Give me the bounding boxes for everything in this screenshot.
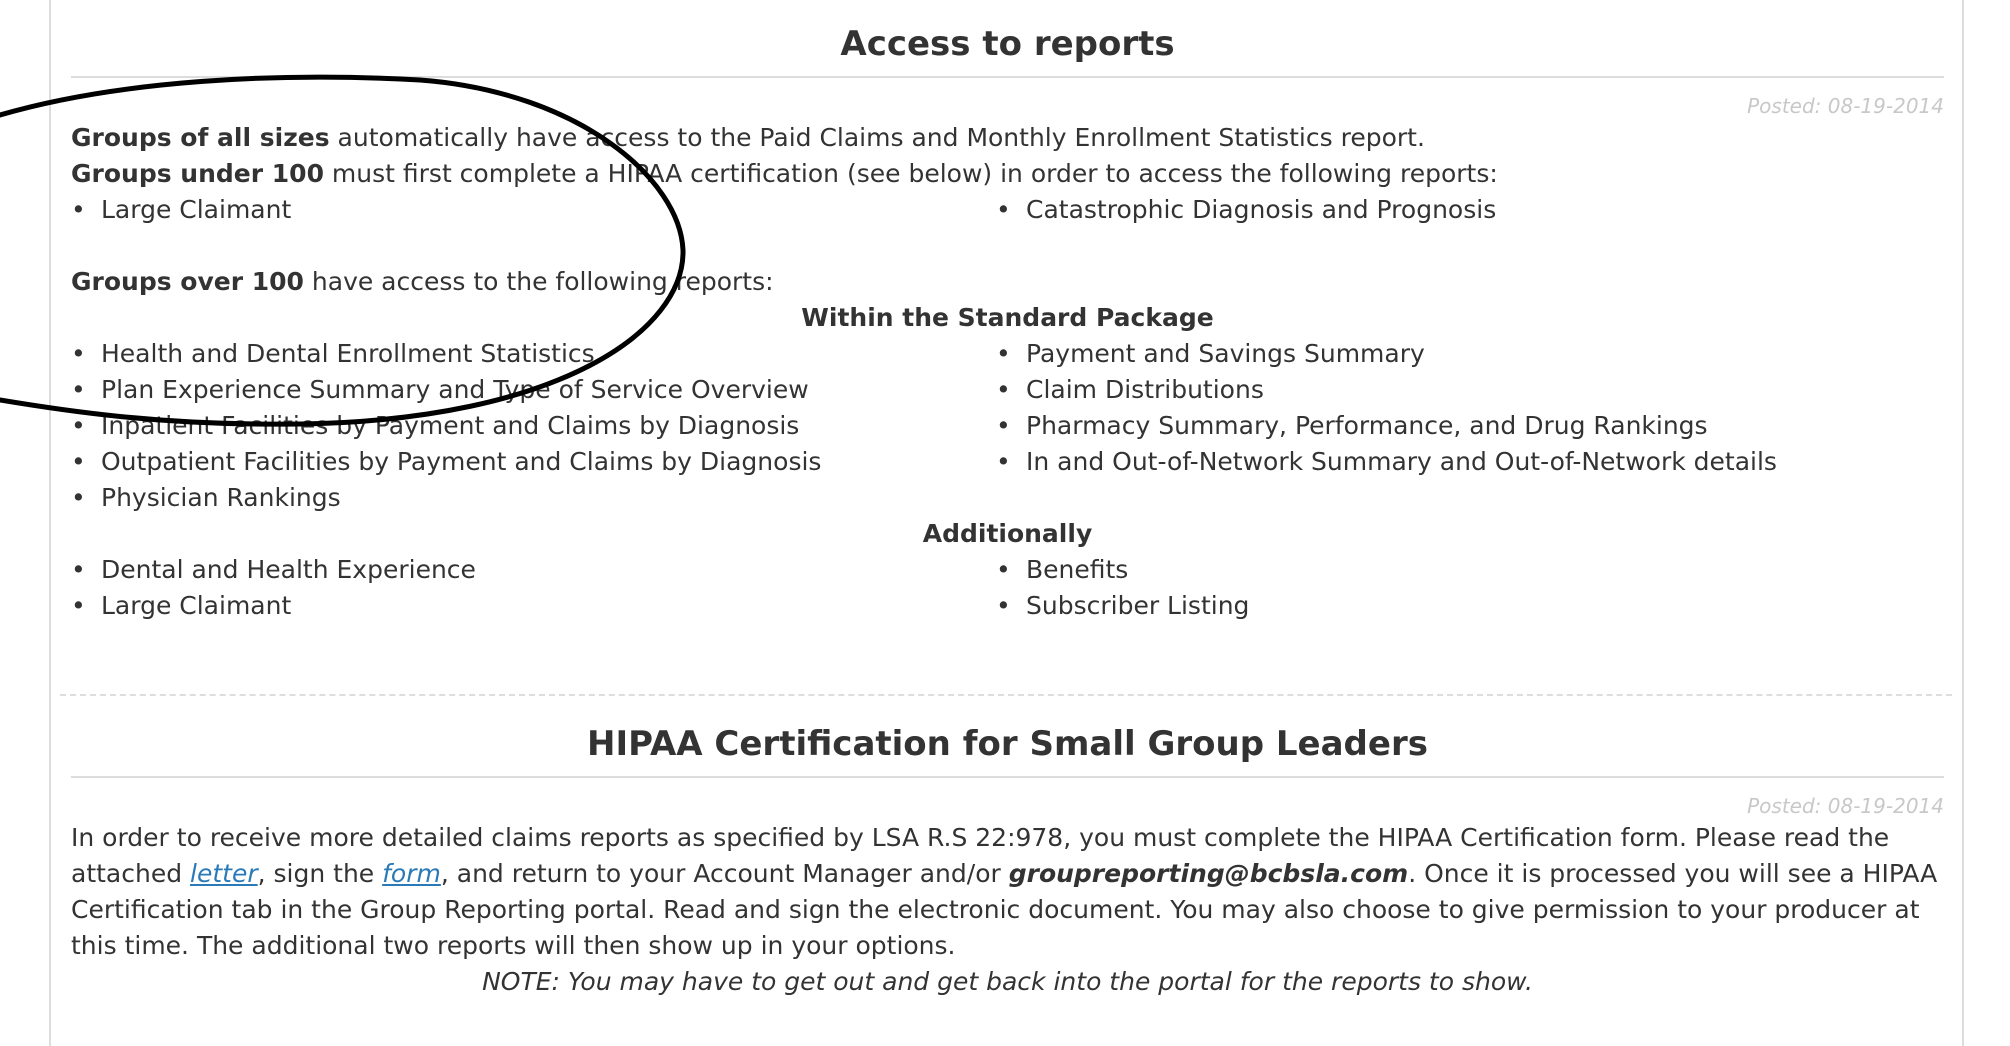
access-section-title: Access to reports	[71, 20, 1944, 78]
hipaa-instructions	[71, 820, 1944, 964]
under-100-left-column	[71, 192, 996, 228]
under-100-right-column	[996, 192, 1921, 228]
standard-package-list	[71, 336, 1944, 516]
hipaa-certification-section	[71, 720, 1944, 1000]
list-item: • Plan Experience Summary and Type of Service Overview	[71, 372, 996, 408]
access-posted-date: Posted: 08-19-2014	[1747, 94, 1944, 118]
content-frame-right-border	[1962, 0, 1964, 1046]
hipaa-text-part-2: , sign the	[257, 859, 383, 888]
groups-over-100-label: Groups over 100	[71, 267, 304, 296]
additional-left-column	[71, 552, 996, 624]
spacer	[71, 228, 1944, 264]
additional-reports-list	[71, 552, 1944, 624]
under-100-report-list	[71, 192, 1944, 228]
groups-under-100-text: must first complete a HIPAA certification (see below) in order to access the following reports:	[323, 159, 1498, 188]
portal-note: NOTE: You may have to get out and get back into the portal for the reports to show.	[482, 967, 1533, 996]
section-divider	[60, 694, 1952, 696]
access-to-reports-section	[71, 20, 1944, 624]
list-item: • Large Claimant	[71, 192, 996, 228]
list-item: • Health and Dental Enrollment Statistics	[71, 336, 996, 372]
list-item: • Large Claimant	[71, 588, 996, 624]
list-item: • Physician Rankings	[71, 480, 996, 516]
list-item: • Subscriber Listing	[996, 588, 1921, 624]
list-item: • Claim Distributions	[996, 372, 1921, 408]
additional-right-column	[996, 552, 1921, 624]
hipaa-posted-date: Posted: 08-19-2014	[1747, 794, 1944, 818]
list-item: • Outpatient Facilities by Payment and Claims by Diagnosis	[71, 444, 996, 480]
hipaa-text-part-1: In order to receive more detailed claims reports as specified by LSA R.S 22:978, you must complete the HIPAA Certification form. Please read the attached	[71, 823, 1890, 888]
standard-right-column	[996, 336, 1921, 516]
groups-over-100-line	[71, 264, 1944, 300]
standard-left-column	[71, 336, 996, 516]
hipaa-text-part-3: , and return to your Account Manager and/or	[440, 859, 1009, 888]
list-item: • Pharmacy Summary, Performance, and Drug Rankings	[996, 408, 1921, 444]
list-item: • Inpatient Facilities by Payment and Claims by Diagnosis	[71, 408, 996, 444]
groups-all-sizes-text: automatically have access to the Paid Claims and Monthly Enrollment Statistics report.	[329, 123, 1425, 152]
hipaa-text-part-4: . Once it is processed you will see a HIPAA Certification tab in the Group Reporting portal. Read and sign the electronic document. You may also choose to give permission to your producer at this time. The additional two reports will then show up in your options.	[71, 859, 1938, 960]
list-item: • Dental and Health Experience	[71, 552, 996, 588]
groups-all-sizes-line	[71, 120, 1944, 156]
content-frame-left-border	[49, 0, 51, 1046]
groups-all-sizes-label: Groups of all sizes	[71, 123, 330, 152]
letter-link[interactable]: letter	[190, 859, 258, 888]
groups-under-100-label: Groups under 100	[71, 159, 324, 188]
additionally-heading: Additionally	[922, 519, 1093, 548]
reporting-email: groupreporting@bcbsla.com	[1008, 859, 1409, 888]
form-link[interactable]: form	[382, 859, 441, 888]
list-item: • Payment and Savings Summary	[996, 336, 1921, 372]
list-item: • In and Out-of-Network Summary and Out-of-Network details	[996, 444, 1921, 480]
groups-over-100-text: have access to the following reports:	[303, 267, 774, 296]
hipaa-section-title: HIPAA Certification for Small Group Leaders	[71, 720, 1944, 778]
groups-under-100-line	[71, 156, 1944, 192]
list-item: • Benefits	[996, 552, 1921, 588]
list-item: • Catastrophic Diagnosis and Prognosis	[996, 192, 1921, 228]
standard-package-heading: Within the Standard Package	[801, 303, 1214, 332]
